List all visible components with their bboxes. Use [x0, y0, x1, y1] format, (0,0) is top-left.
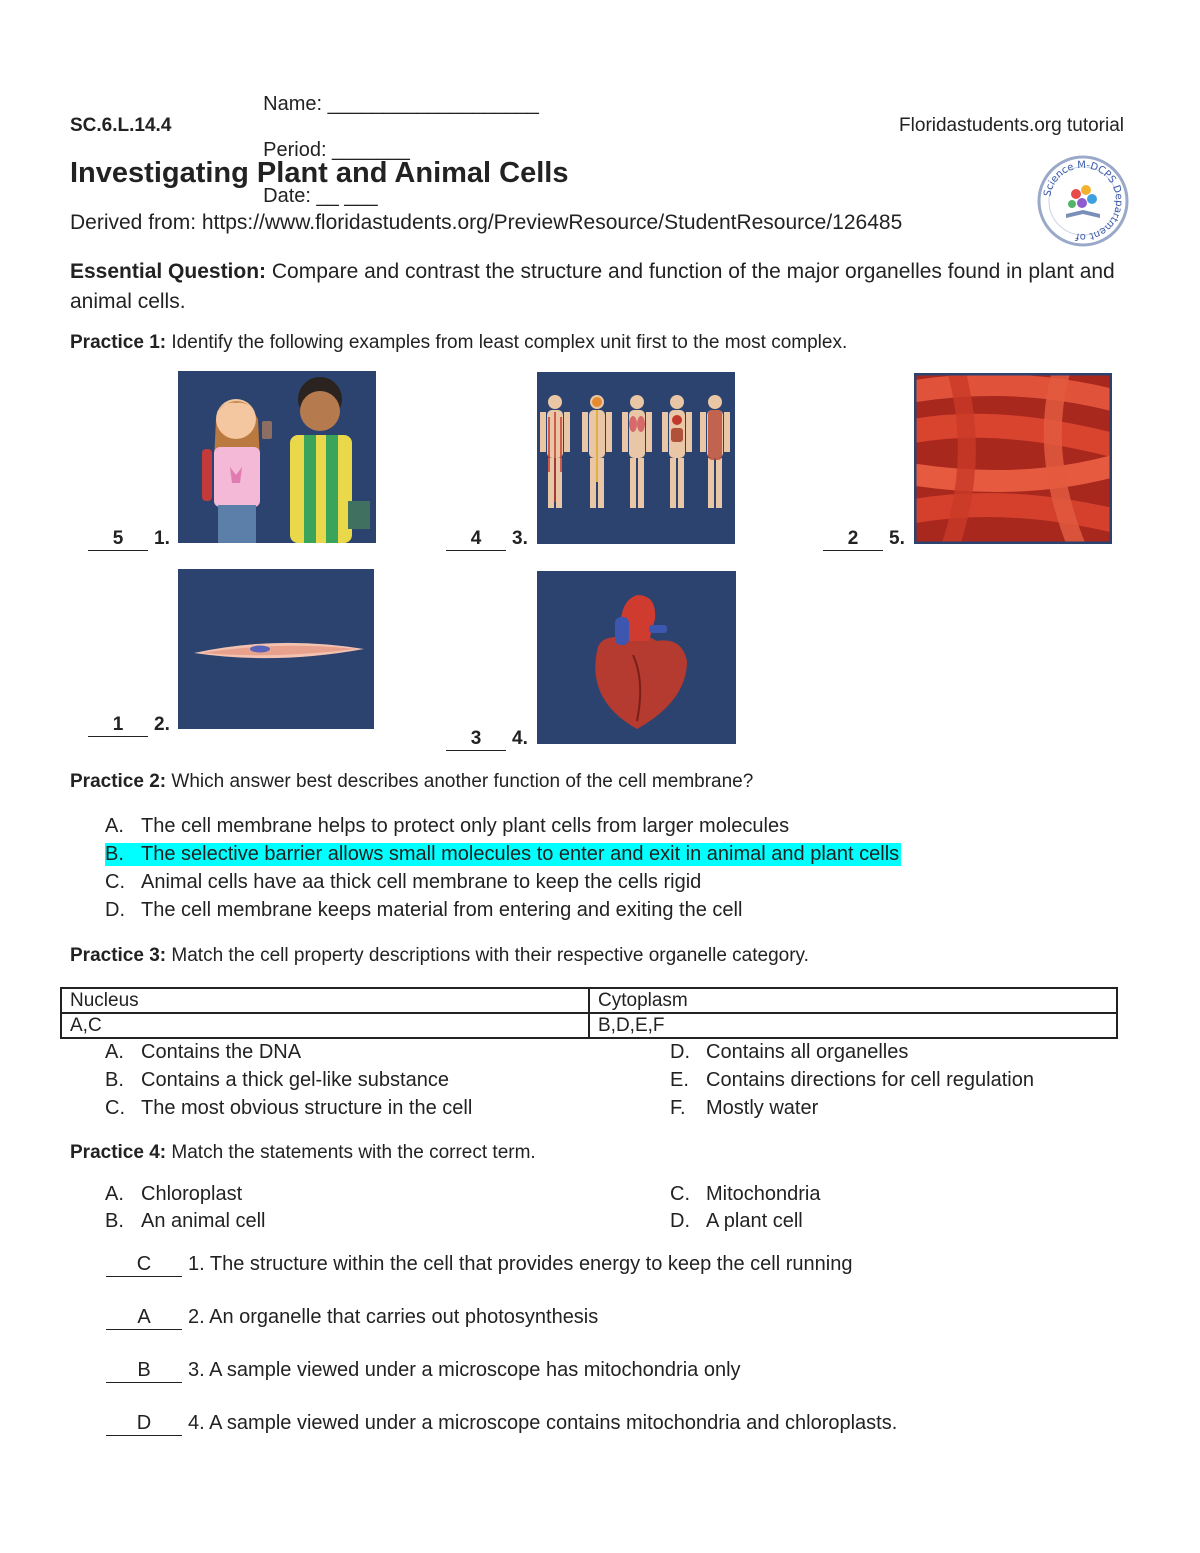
practice-1-item-5: [823, 528, 905, 551]
single-cell-image: [178, 569, 374, 729]
answer-blank[interactable]: 1: [88, 714, 148, 737]
table-answer-row: [61, 1013, 1117, 1038]
essential-question-label: Essential Question:: [70, 260, 267, 283]
item-number: 1.: [154, 528, 170, 549]
name-field[interactable]: Name: ___________________: [263, 93, 539, 115]
answer-blank[interactable]: B: [106, 1359, 182, 1383]
organ-systems-image: [537, 372, 735, 544]
practice-1-prompt: [70, 332, 847, 354]
practice-4-statement: C 1. The structure within the cell that provides energy to keep the cell running: [106, 1253, 852, 1277]
item-number: 4.: [512, 728, 528, 749]
mdcps-science-seal-icon: [1036, 154, 1130, 248]
practice-1-text: Identify the following examples from least complex unit first to the most complex.: [166, 332, 848, 353]
practice-2-label: Practice 2:: [70, 771, 167, 792]
answer-cytoplasm[interactable]: B,D,E,F: [589, 1013, 1117, 1038]
essential-question: [70, 257, 1130, 317]
practice-4-label: Practice 4:: [70, 1142, 167, 1163]
answer-nucleus[interactable]: A,C: [61, 1013, 589, 1038]
answer-blank[interactable]: 3: [446, 728, 506, 751]
answer-blank[interactable]: C: [106, 1253, 182, 1277]
practice-1-item-1: [88, 528, 170, 551]
header-cytoplasm: Cytoplasm: [589, 988, 1117, 1013]
list-item: C. Mitochondria: [670, 1183, 821, 1205]
list-item: D. Contains all organelles: [670, 1041, 909, 1063]
practice-2-option-c[interactable]: C. Animal cells have aa thick cell membrane to keep the cells rigid: [105, 871, 702, 893]
practice-4-statement: B 3. A sample viewed under a microscope has mitochondria only: [106, 1359, 741, 1383]
table-header-row: [61, 988, 1117, 1013]
tutorial-source: Floridastudents.org tutorial: [899, 115, 1124, 136]
page-title: Investigating Plant and Animal Cells: [70, 157, 569, 189]
list-item: F. Mostly water: [670, 1097, 819, 1119]
period-field[interactable]: Period: _______: [263, 139, 410, 161]
practice-4-text: Match the statements with the correct term.: [166, 1142, 536, 1163]
answer-blank[interactable]: 5: [88, 528, 148, 551]
date-field[interactable]: Date: __ ___: [263, 185, 378, 207]
answer-blank[interactable]: 4: [446, 528, 506, 551]
list-item: E. Contains directions for cell regulation: [670, 1069, 1034, 1091]
practice-2-option-b-highlighted[interactable]: B. The selective barrier allows small molecules to enter and exit in animal and plant cells: [105, 843, 900, 865]
practice-2-text: Which answer best describes another function of the cell membrane?: [166, 771, 754, 792]
derived-from-link[interactable]: Derived from: https://www.floridastudents.org/PreviewResource/StudentResource/126485: [70, 211, 903, 234]
answer-blank[interactable]: 2: [823, 528, 883, 551]
practice-2-prompt: [70, 771, 753, 793]
list-item: A. Chloroplast: [105, 1183, 243, 1205]
practice-3-text: Match the cell property descriptions with their respective organelle category.: [166, 945, 809, 966]
practice-2-option-d[interactable]: D. The cell membrane keeps material from entering and exiting the cell: [105, 899, 743, 921]
heart-organ-image: [537, 571, 736, 744]
list-item: A. Contains the DNA: [105, 1041, 302, 1063]
standard-code: SC.6.L.14.4: [70, 115, 172, 136]
list-item: C. The most obvious structure in the cell: [105, 1097, 473, 1119]
organism-kids-image: [178, 371, 376, 543]
list-item: D. A plant cell: [670, 1210, 803, 1232]
practice-3-label: Practice 3:: [70, 945, 167, 966]
item-number: 3.: [512, 528, 528, 549]
answer-blank[interactable]: D: [106, 1412, 182, 1436]
practice-4-statement: A 2. An organelle that carries out photosynthesis: [106, 1306, 598, 1330]
svg-text:Science M-DCPS Department of: Science M-DCPS Department of: [1042, 159, 1125, 243]
item-number: 2.: [154, 714, 170, 735]
practice-1-label: Practice 1:: [70, 332, 167, 353]
item-number: 5.: [889, 528, 905, 549]
answer-blank[interactable]: A: [106, 1306, 182, 1330]
practice-1-item-3: [446, 528, 528, 551]
practice-4-statement: D 4. A sample viewed under a microscope contains mitochondria and chloroplasts.: [106, 1412, 897, 1436]
practice-1-item-4: [446, 728, 528, 751]
practice-4-prompt: [70, 1142, 536, 1164]
list-item: B. Contains a thick gel-like substance: [105, 1069, 449, 1091]
organelle-match-table: [60, 987, 1118, 1039]
list-item: B. An animal cell: [105, 1210, 266, 1232]
essential-question-text: Compare and contrast the structure and function of the major organelles found in plant and animal cells.: [70, 260, 1115, 313]
practice-2-option-a[interactable]: A. The cell membrane helps to protect only plant cells from larger molecules: [105, 815, 790, 837]
muscle-tissue-image: [914, 373, 1112, 544]
practice-3-prompt: [70, 945, 809, 967]
practice-1-item-2: [88, 714, 170, 737]
header-nucleus: Nucleus: [61, 988, 589, 1013]
